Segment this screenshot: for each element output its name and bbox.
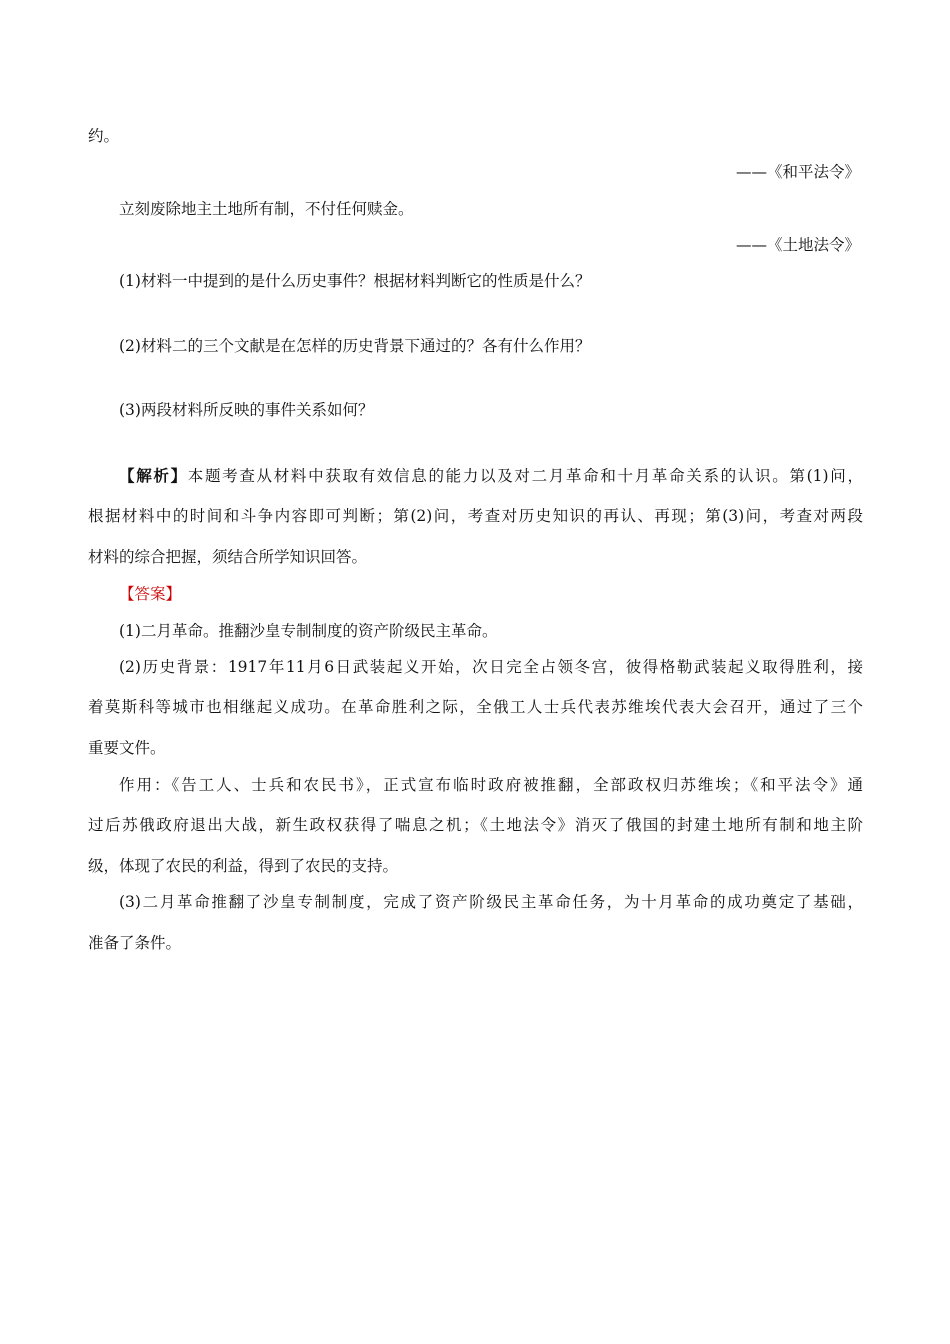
question-3: (3)两段材料所反映的事件关系如何？ xyxy=(119,401,374,419)
analysis-line-1 xyxy=(119,466,863,486)
analysis-line-3: 材料的综合把握，须结合所学知识回答。 xyxy=(88,548,368,566)
land-decree-text: 立刻废除地主土地所有制，不付任何赎金。 xyxy=(119,200,414,218)
analysis-text-1: 本题考查从材料中获取有效信息的能力以及对二月革命和十月革命关系的认识。第(1)问， xyxy=(187,467,863,485)
material-line-end: 约。 xyxy=(88,127,120,145)
answer-3-line-1: (3)二月革命推翻了沙皇专制制度，完成了资产阶级民主革命任务，为十月革命的成功奠定了基础， xyxy=(119,893,863,911)
analysis-label: 【解析】 xyxy=(119,466,188,485)
question-2: (2)材料二的三个文献是在怎样的历史背景下通过的？各有什么作用？ xyxy=(119,337,591,355)
question-1: (1)材料一中提到的是什么历史事件？根据材料判断它的性质是什么？ xyxy=(119,272,591,290)
source-peace-decree: ——《和平法令》 xyxy=(735,163,860,181)
effect-line-2: 过后苏俄政府退出大战，新生政权获得了喘息之机；《土地法令》消灭了俄国的封建土地所有制和地主阶 xyxy=(88,816,863,834)
answer-3-line-2: 准备了条件。 xyxy=(88,934,182,952)
source-land-decree: ——《土地法令》 xyxy=(735,236,860,254)
effect-line-3: 级，体现了农民的利益，得到了农民的支持。 xyxy=(88,857,399,875)
answer-2-line-1: (2)历史背景：1917年11月6日武装起义开始，次日完全占领冬宫，彼得格勒武装起义取得胜利，接 xyxy=(119,658,863,676)
effect-line-1: 作用：《告工人、士兵和农民书》，正式宣布临时政府被推翻，全部政权归苏维埃；《和平法令》通 xyxy=(119,776,863,794)
analysis-line-2: 根据材料中的时间和斗争内容即可判断；第(2)问，考查对历史知识的再认、再现；第(3)问，考查对两段 xyxy=(88,507,863,525)
answer-2-line-3: 重要文件。 xyxy=(88,739,166,757)
answer-2-line-2: 着莫斯科等城市也相继起义成功。在革命胜利之际，全俄工人士兵代表苏维埃代表大会召开，通过了三个 xyxy=(88,698,863,716)
answer-label: 【答案】 xyxy=(119,585,182,603)
answer-1: (1)二月革命。推翻沙皇专制制度的资产阶级民主革命。 xyxy=(119,622,498,640)
